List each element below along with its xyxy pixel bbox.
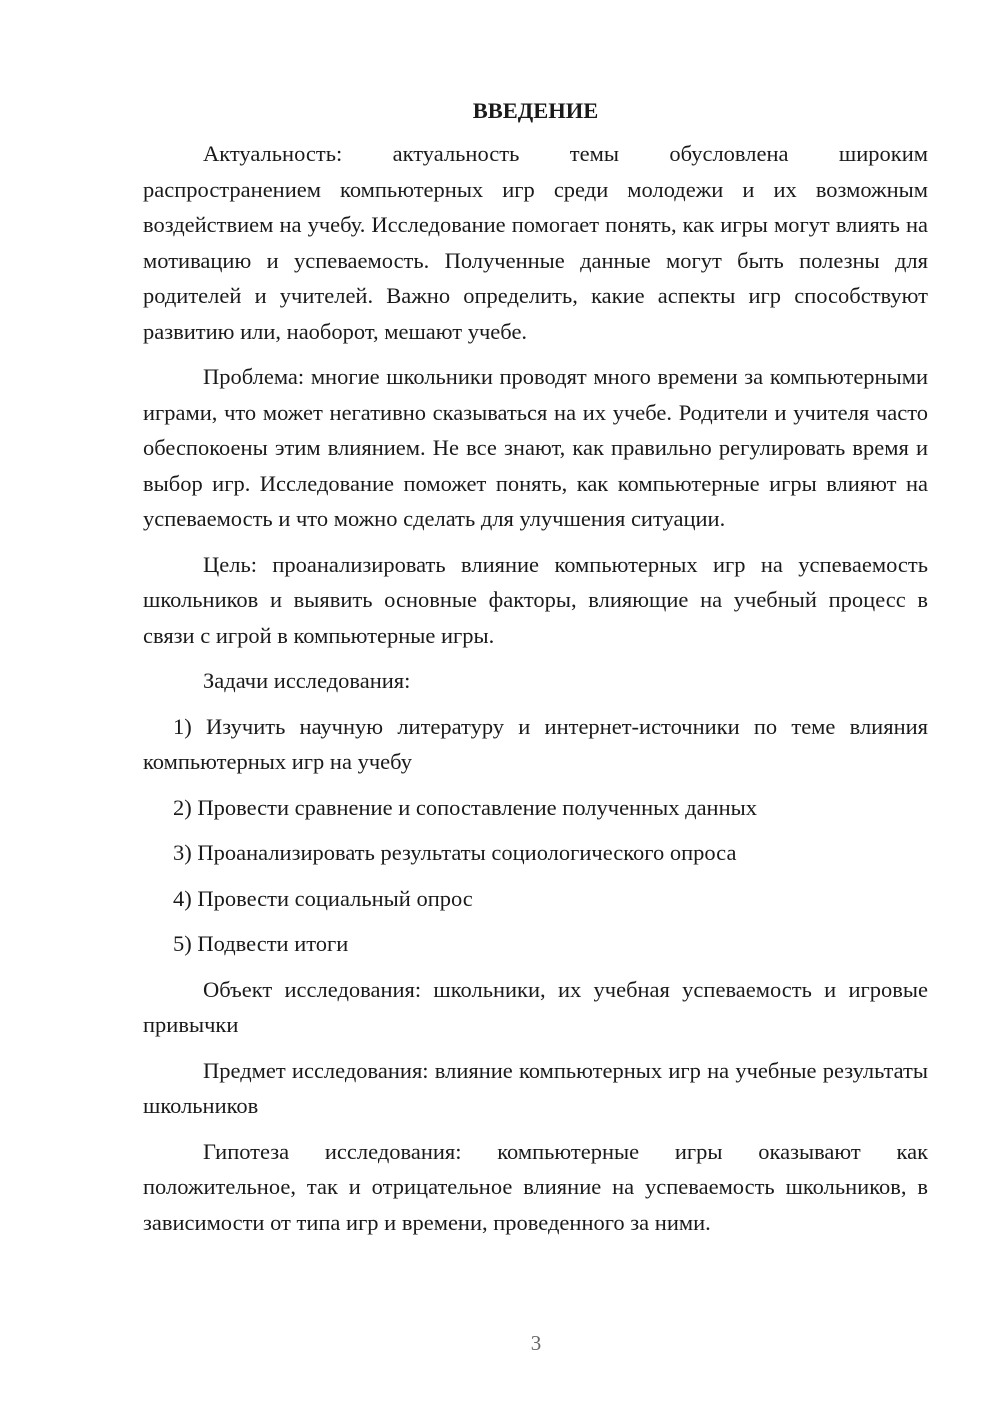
relevance-paragraph: Актуальность: актуальность темы обусловлена широким распространением компьютерных игр среди молодежи и их возможным воздействием на учебу. Исследование помогает понять, как игры могут влиять на мотивацию и успеваемость. Полученные данные могут быть полезны для родителей и учителей. Важно определить, какие аспекты игр способствуют развитию или, наоборот, мешают учебе. [143, 141, 928, 344]
task-item-3: 3) Проанализировать результаты социологического опроса [173, 840, 737, 865]
task-item-1: 1) Изучить научную литературу и интернет-источники по теме влияния компьютерных игр на учебу [143, 713, 928, 774]
problem-paragraph: Проблема: многие школьники проводят много времени за компьютерными играми, что может негативно сказываться на их учебе. Родители и учителя часто обеспокоены этим влиянием. Не все знают, как правильно регулировать время и выбор игр. Исследование поможет понять, как компьютерные игры влияют на успеваемость и что можно сделать для улучшения ситуации. [143, 364, 928, 531]
task-item-2: 2) Провести сравнение и сопоставление полученных данных [173, 794, 758, 820]
goal-paragraph: Цель: проанализировать влияние компьютерных игр на успеваемость школьников и выявить основные факторы, влияющие на учебный процесс в связи с игрой в компьютерные игры. [143, 551, 928, 648]
tasks-heading: Задачи исследования: [203, 668, 411, 693]
task-item-4: 4) Провести социальный опрос [173, 885, 473, 911]
page-title: ВВЕДЕНИЕ [472, 98, 599, 123]
page-number: 3 [530, 1331, 542, 1355]
subject-paragraph: Предмет исследования: влияние компьютерных игр на учебные результаты школьников [143, 1057, 928, 1118]
hypothesis-paragraph: Гипотеза исследования: компьютерные игры оказывают как положительное, так и отрицательное влияние на успеваемость школьников, в зависимости от типа игр и времени, проведенного за ними. [143, 1138, 928, 1235]
object-paragraph: Объект исследования: школьники, их учебная успеваемость и игровые привычки [143, 976, 928, 1037]
document-page [143, 92, 928, 1250]
task-item-5: 5) Подвести итоги [173, 931, 349, 956]
